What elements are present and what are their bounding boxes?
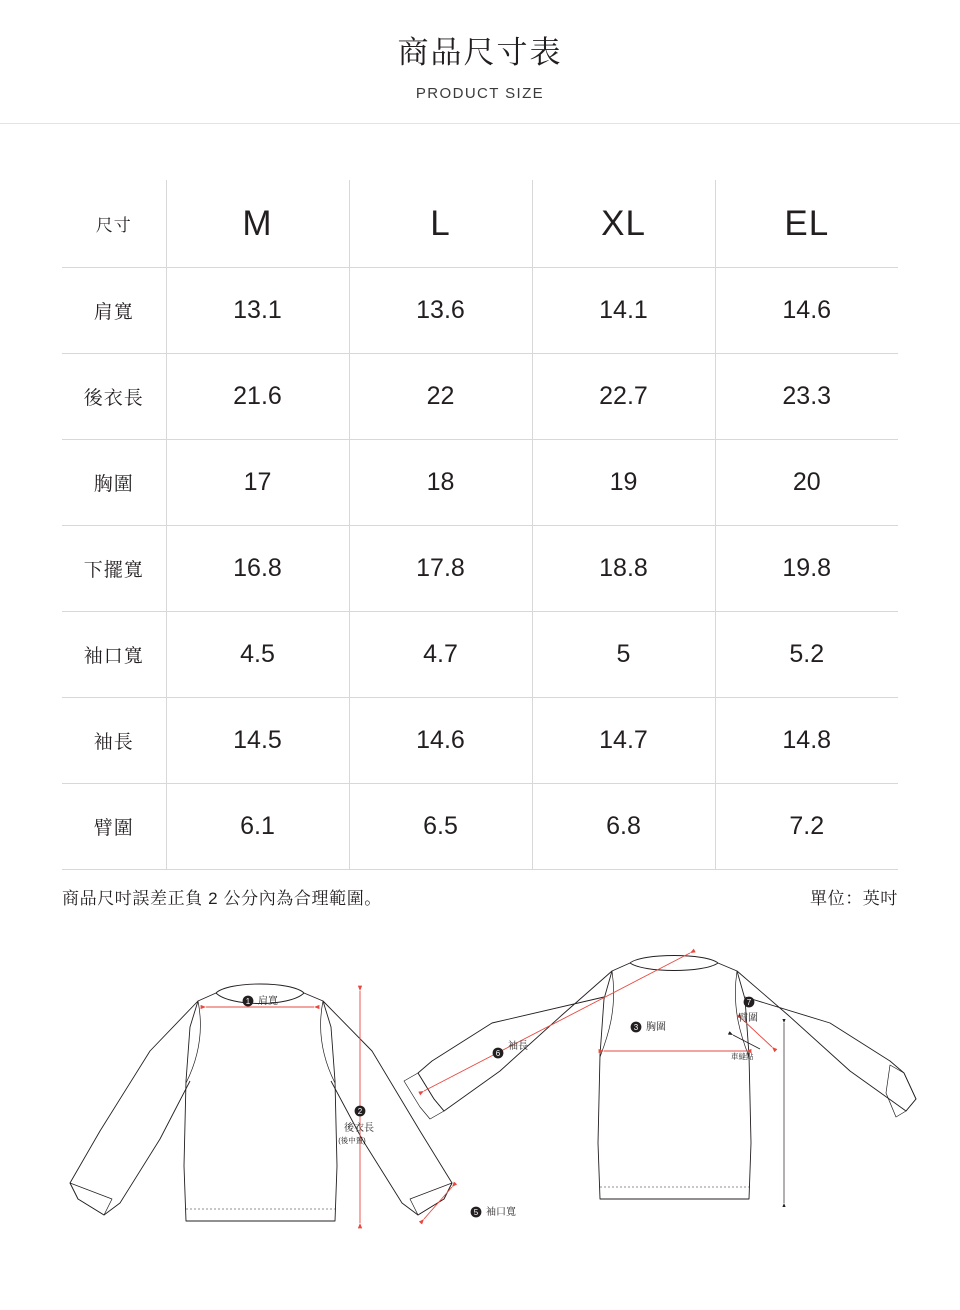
size-table-wrapper	[62, 180, 898, 871]
page-title: 商品尺寸表	[397, 35, 563, 70]
row-label: 下擺寬	[62, 526, 166, 612]
front-length-sublabel: (後中置)	[338, 1136, 366, 1146]
table-cell: 7.2	[715, 784, 898, 870]
table-cell: 13.6	[349, 268, 532, 354]
table-cell: 21.6	[166, 354, 349, 440]
table-cell: 5.2	[715, 612, 898, 698]
size-column-header-xl: XL	[532, 180, 715, 268]
table-cell: 5	[532, 612, 715, 698]
table-cell: 17	[166, 440, 349, 526]
front-shoulder-label: 肩寬	[258, 996, 278, 1008]
row-label: 臂圍	[62, 784, 166, 870]
back-garment-illustration	[404, 956, 916, 1200]
table-cell: 16.8	[166, 526, 349, 612]
table-cell: 6.5	[349, 784, 532, 870]
table-cell: 18.8	[532, 526, 715, 612]
front-cuff-dimension	[424, 1187, 516, 1219]
row-label: 肩寬	[62, 268, 166, 354]
size-table	[62, 180, 898, 871]
table-cell: 14.8	[715, 698, 898, 784]
table-row	[62, 440, 898, 526]
tolerance-note: 商品尺吋誤差正負 2 公分內為合理範圍。	[62, 889, 382, 909]
row-label: 後衣長	[62, 354, 166, 440]
page-header	[0, 0, 960, 124]
table-cell: 19.8	[715, 526, 898, 612]
back-arm-dimension	[731, 997, 772, 1061]
table-cell: 19	[532, 440, 715, 526]
table-cell: 20	[715, 440, 898, 526]
front-cuff-label: 袖口寬	[486, 1207, 516, 1219]
row-label: 袖長	[62, 698, 166, 784]
table-row	[62, 268, 898, 354]
table-cell: 14.5	[166, 698, 349, 784]
table-cell: 14.7	[532, 698, 715, 784]
size-column-header-el: EL	[715, 180, 898, 268]
front-length-label: 後衣長	[344, 1123, 374, 1135]
table-cell: 4.7	[349, 612, 532, 698]
front-length-dimension	[338, 991, 374, 1223]
note-row	[62, 884, 898, 909]
front-shoulder-dimension	[206, 994, 314, 1007]
back-arm-number: 7	[746, 998, 752, 1008]
table-cell: 14.6	[349, 698, 532, 784]
back-arm-label: 臂圍	[738, 1013, 758, 1025]
front-garment-illustration	[70, 984, 452, 1221]
table-corner-label: 尺寸	[62, 180, 166, 268]
back-chest-dimension	[604, 1020, 746, 1051]
garment-measurement-diagram	[0, 931, 960, 1261]
table-cell: 18	[349, 440, 532, 526]
table-cell: 4.5	[166, 612, 349, 698]
back-seam-point-label: 車縫點	[731, 1052, 754, 1062]
table-row	[62, 784, 898, 870]
table-row	[62, 354, 898, 440]
back-chest-label: 胸圍	[646, 1022, 666, 1034]
table-cell: 22	[349, 354, 532, 440]
table-cell: 23.3	[715, 354, 898, 440]
table-cell: 14.6	[715, 268, 898, 354]
back-sleeve-label: 袖長	[508, 1041, 528, 1053]
unit-note: 單位：英吋	[810, 889, 898, 909]
front-cuff-number: 5	[473, 1208, 479, 1218]
table-cell: 22.7	[532, 354, 715, 440]
table-cell: 13.1	[166, 268, 349, 354]
header-divider	[0, 123, 960, 124]
front-length-number: 2	[357, 1107, 363, 1117]
back-sleeve-number: 6	[495, 1049, 501, 1059]
table-cell: 6.1	[166, 784, 349, 870]
front-shoulder-number: 1	[245, 997, 251, 1007]
row-label: 胸圍	[62, 440, 166, 526]
row-label: 袖口寬	[62, 612, 166, 698]
table-cell: 14.1	[532, 268, 715, 354]
diagram-svg	[0, 931, 960, 1261]
back-chest-number: 3	[633, 1023, 639, 1033]
table-row	[62, 698, 898, 784]
page-subtitle: PRODUCT SIZE	[415, 84, 545, 102]
table-row	[62, 612, 898, 698]
table-header-row	[62, 180, 898, 268]
table-cell: 17.8	[349, 526, 532, 612]
size-column-header-l: L	[349, 180, 532, 268]
size-column-header-m: M	[166, 180, 349, 268]
table-row	[62, 526, 898, 612]
table-cell: 6.8	[532, 784, 715, 870]
